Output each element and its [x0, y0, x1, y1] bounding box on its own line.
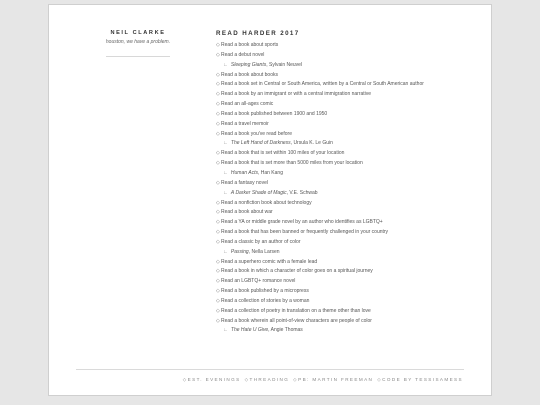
diamond-bullet-icon: ◇ — [216, 209, 220, 216]
diamond-bullet-icon: ◇ — [216, 101, 220, 108]
list-item — [216, 297, 476, 307]
challenge-text: Read a book you've read before — [221, 130, 293, 137]
corner-arrow-icon: ∟ — [223, 169, 228, 176]
page-frame — [48, 4, 492, 396]
footer-credits — [179, 377, 463, 383]
diamond-bullet-icon: ◇ — [216, 91, 220, 98]
book-title: Passing — [230, 248, 249, 255]
list-item — [216, 307, 476, 317]
corner-arrow-icon: ∟ — [223, 248, 228, 255]
diamond-bullet-icon: ◇ — [216, 42, 220, 48]
diamond-bullet-icon: ◇ — [216, 317, 220, 324]
diamond-bullet-icon: ◇ — [216, 238, 220, 245]
book-author: , Angie Thomas — [268, 327, 303, 334]
corner-arrow-icon: ∟ — [223, 189, 228, 196]
challenge-text: Read a nonfiction book about technology — [221, 199, 312, 206]
challenge-text: Read a classic by an author of color — [221, 238, 301, 245]
diamond-bullet-icon: ◇ — [216, 130, 220, 137]
challenge-text: Read a book by an immigrant or with a central immigration narrative — [221, 91, 372, 98]
challenge-list — [216, 41, 476, 336]
challenge-text: Read a YA or middle grade novel by an author who identifies as LGBTQ+ — [221, 219, 383, 226]
challenge-text: Read a book set in Central or South America, written by a Central or South American author — [221, 81, 424, 88]
challenge-text: Read a travel memoir — [221, 120, 269, 127]
list-item — [216, 120, 476, 130]
challenge-text: Read a book wherein all point-of-view characters are people of color — [221, 317, 372, 324]
book-entry — [216, 189, 476, 199]
challenge-text: Read a book that is set more than 5000 miles from your location — [221, 160, 363, 167]
list-item — [216, 317, 476, 327]
list-item — [216, 277, 476, 287]
book-entry — [216, 139, 476, 149]
challenge-text: Read a book about books — [221, 71, 278, 78]
book-entry — [216, 169, 476, 179]
list-item — [216, 208, 476, 218]
footer-link[interactable]: ◇EST. EVENINGS — [182, 377, 241, 382]
footer-link[interactable]: ◇CODE BY TESSISAMESS — [377, 377, 463, 382]
diamond-bullet-icon: ◇ — [216, 258, 220, 265]
footer-link[interactable]: ◇PB: MARTIN FREEMAN — [293, 377, 374, 382]
book-title: Human Acts — [230, 169, 258, 176]
sidebar-divider — [106, 56, 170, 57]
corner-arrow-icon: ∟ — [223, 327, 228, 334]
challenge-text: Read a debut novel — [221, 51, 265, 58]
list-item — [216, 287, 476, 297]
book-title: The Left Hand of Darkness — [230, 140, 291, 147]
diamond-bullet-icon: ◇ — [216, 179, 220, 186]
diamond-bullet-icon: ◇ — [216, 51, 220, 58]
list-item — [216, 218, 476, 228]
footer-link[interactable]: ◇THREADING — [244, 377, 290, 382]
list-item — [216, 110, 476, 120]
corner-arrow-icon: ∟ — [223, 140, 228, 147]
challenge-text: Read a book about war — [221, 209, 273, 216]
list-item — [216, 71, 476, 81]
list-item — [216, 238, 476, 248]
diamond-bullet-icon: ◇ — [216, 71, 220, 78]
list-item — [216, 130, 476, 140]
challenge-text: Read a book published by a micropress — [221, 288, 309, 295]
challenge-text: Read a book published between 1900 and 1950 — [221, 110, 328, 117]
book-author: , Han Kang — [257, 169, 283, 176]
book-author: , Ursula K. Le Guin — [290, 140, 333, 147]
list-item — [216, 159, 476, 169]
diamond-bullet-icon: ◇ — [216, 81, 220, 88]
diamond-bullet-icon: ◇ — [216, 160, 220, 167]
book-title: The Hate U Give — [230, 327, 269, 334]
list-item — [216, 51, 476, 61]
list-item — [216, 100, 476, 110]
diamond-bullet-icon: ◇ — [216, 120, 220, 127]
list-item — [216, 179, 476, 189]
diamond-bullet-icon: ◇ — [216, 278, 220, 285]
book-author: , V.E. Schwab — [286, 189, 318, 196]
list-item — [216, 258, 476, 268]
challenge-text: Read a book about sports — [221, 42, 279, 48]
post-title: READ HARDER 2017 — [216, 30, 300, 37]
book-title: Sleeping Giants — [230, 61, 267, 68]
book-title: A Darker Shade of Magic — [230, 189, 287, 196]
diamond-bullet-icon: ◇ — [216, 199, 220, 206]
list-item — [216, 80, 476, 90]
diamond-bullet-icon: ◇ — [216, 268, 220, 275]
corner-arrow-icon: ∟ — [223, 61, 228, 68]
footer-divider — [76, 369, 464, 370]
list-item — [216, 228, 476, 238]
diamond-bullet-icon: ◇ — [216, 229, 220, 236]
book-author: , Nella Larsen — [248, 248, 280, 255]
challenge-text: Read an all-ages comic — [221, 101, 274, 108]
blog-title[interactable]: NEIL CLARKE — [110, 30, 166, 36]
challenge-text: Read a book that is set within 100 miles of your location — [221, 150, 345, 157]
list-item — [216, 90, 476, 100]
post — [216, 30, 476, 336]
list-item — [216, 267, 476, 277]
list-item — [216, 149, 476, 159]
blog-tagline: houston, we have a problem. — [105, 39, 171, 45]
challenge-text: Read a collection of poetry in translation on a theme other than love — [221, 307, 371, 314]
diamond-bullet-icon: ◇ — [216, 150, 220, 157]
diamond-bullet-icon: ◇ — [216, 288, 220, 295]
diamond-bullet-icon: ◇ — [216, 110, 220, 117]
book-entry — [216, 61, 476, 71]
book-entry — [216, 326, 476, 336]
diamond-bullet-icon: ◇ — [216, 307, 220, 314]
list-item — [216, 199, 476, 209]
diamond-bullet-icon: ◇ — [216, 297, 220, 304]
sidebar — [104, 30, 172, 57]
challenge-text: Read a collection of stories by a woman — [221, 297, 310, 304]
book-entry — [216, 248, 476, 258]
challenge-text: Read an LGBTQ+ romance novel — [221, 278, 296, 285]
book-author: , Sylvain Neuvel — [266, 61, 303, 68]
page-inner — [56, 12, 484, 388]
challenge-text: Read a fantasy novel — [221, 179, 268, 186]
challenge-text: Read a superhero comic with a female lead — [221, 258, 318, 265]
diamond-bullet-icon: ◇ — [216, 219, 220, 226]
challenge-text: Read a book in which a character of color goes on a spiritual journey — [221, 268, 373, 275]
challenge-text: Read a book that has been banned or frequently challenged in your country — [221, 229, 389, 236]
list-item — [216, 41, 476, 51]
